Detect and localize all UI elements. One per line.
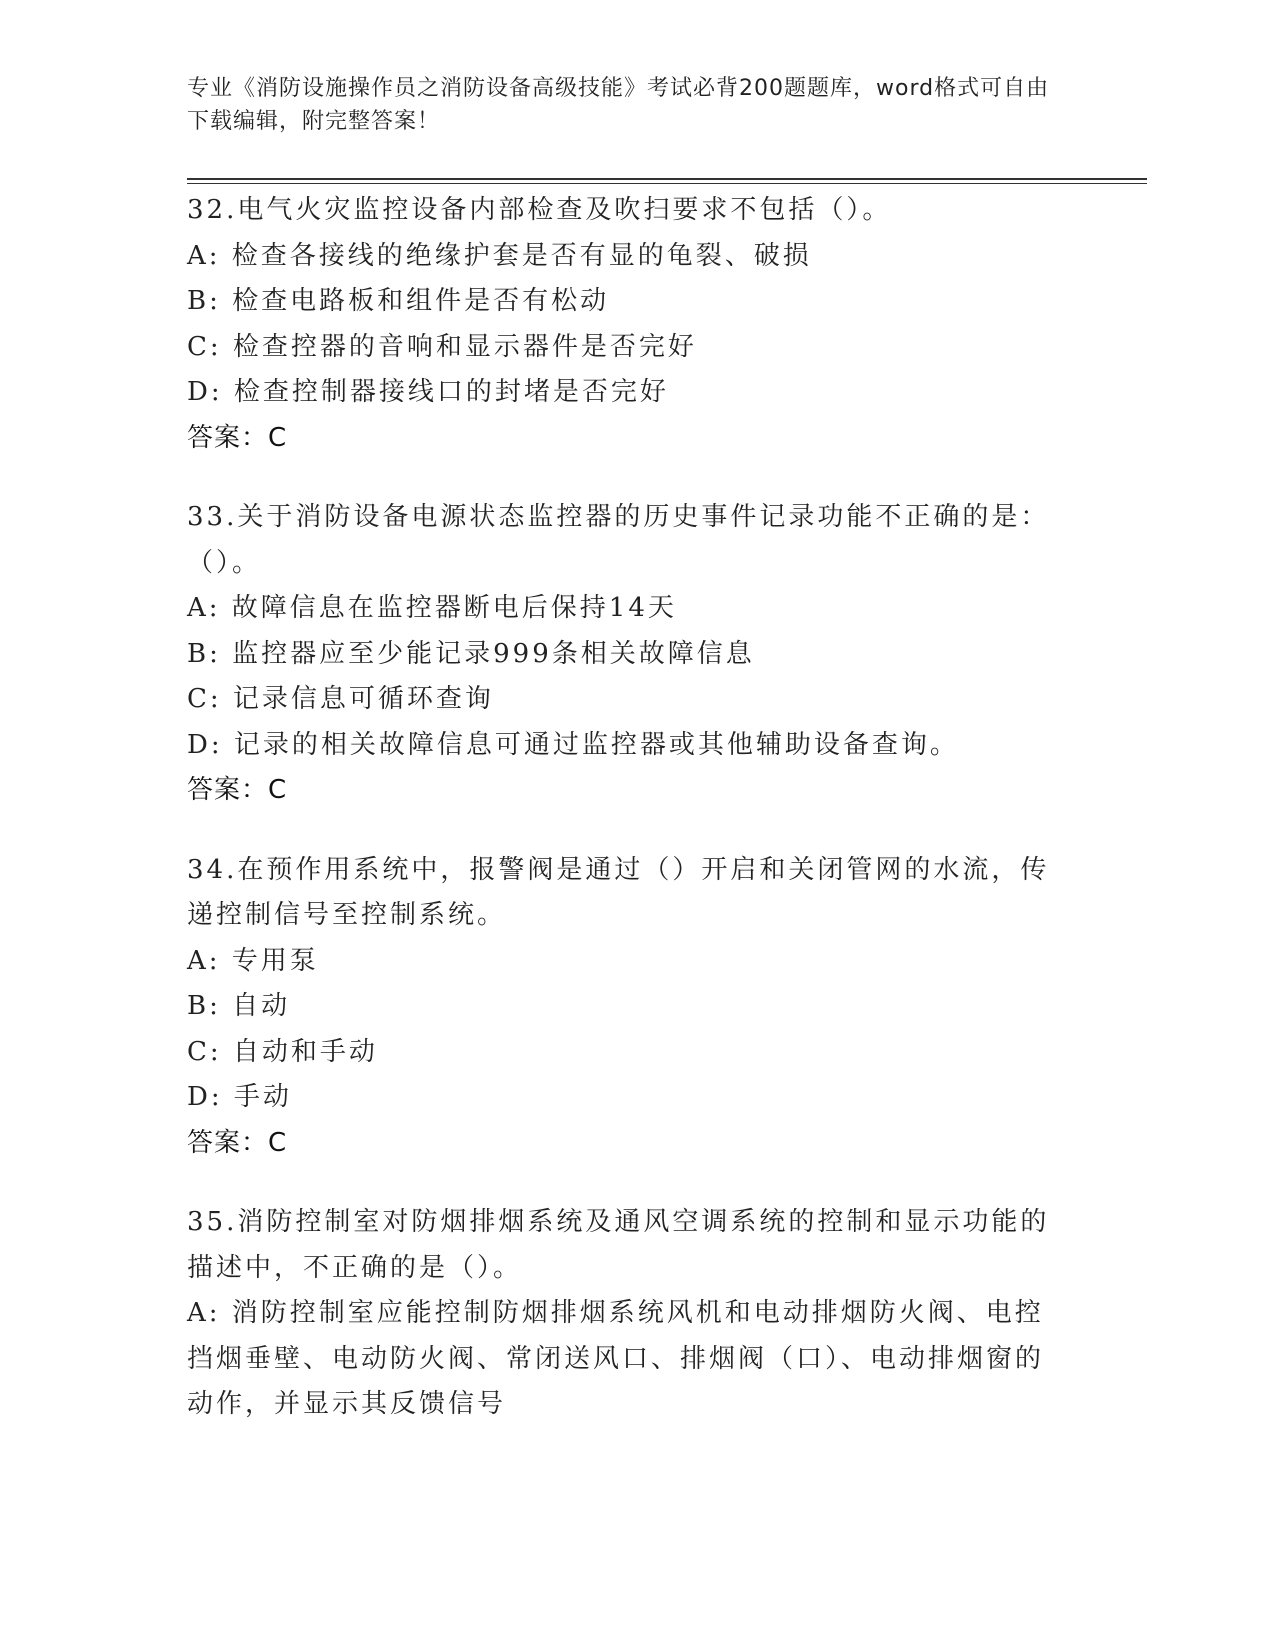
question-list: [187, 188, 1072, 1462]
question-34: [187, 848, 1072, 1167]
answer-text: 答案：C: [187, 422, 288, 453]
option-b: B: 检查电路板和组件是否有松动: [187, 286, 610, 316]
option-a: A: 专用泵: [187, 945, 319, 976]
option-d: D: 记录的相关故障信息可通过监控器或其他辅助设备查询。: [187, 729, 959, 760]
option-b: B: 监控器应至少能记录999条相关故障信息: [187, 638, 755, 669]
answer-text: 答案：C: [187, 1127, 288, 1158]
option-d: D: 手动: [187, 1082, 292, 1112]
question-stem: 34.在预作用系统中，报警阀是通过（）开启和关闭管网的水流，传递控制信号至控制系统。: [187, 854, 1050, 930]
header-divider-thick: [187, 178, 1147, 180]
option-a: A: 故障信息在监控器断电后保持14天: [187, 593, 677, 623]
option-c: C: 检查控器的音响和显示器件是否完好: [187, 331, 697, 362]
question-stem: 32.电气火灾监控设备内部检查及吹扫要求不包括（）。: [187, 195, 892, 225]
option-a: A: 消防控制室应能控制防烟排烟系统风机和电动排烟防火阀、电控挡烟垂壁、电动防火阀、常闭送风口、排烟阀（口）、电动排烟窗的动作，并显示其反馈信号: [187, 1298, 1045, 1419]
option-c: C: 自动和手动: [187, 1036, 378, 1067]
question-32: [187, 188, 1072, 461]
question-stem: 33.关于消防设备电源状态监控器的历史事件记录功能不正确的是：（）。: [187, 502, 1050, 578]
question-35: [187, 1200, 1072, 1428]
question-stem: 35.消防控制室对防烟排烟系统及通风空调系统的控制和显示功能的描述中，不正确的是（）。: [187, 1207, 1050, 1283]
question-33: [187, 495, 1072, 814]
option-a: A: 检查各接线的绝缘护套是否有显的龟裂、破损: [187, 240, 812, 271]
answer-text: 答案：C: [187, 775, 288, 805]
option-c: C: 记录信息可循环查询: [187, 684, 494, 714]
option-d: D: 检查控制器接线口的封堵是否完好: [187, 377, 669, 407]
option-b: B: 自动: [187, 991, 291, 1021]
header-divider-thin: [187, 183, 1147, 184]
document-header: 专业《消防设施操作员之消防设备高级技能》考试必背200题题库，word格式可自由下载编辑，附完整答案！: [187, 76, 1050, 134]
